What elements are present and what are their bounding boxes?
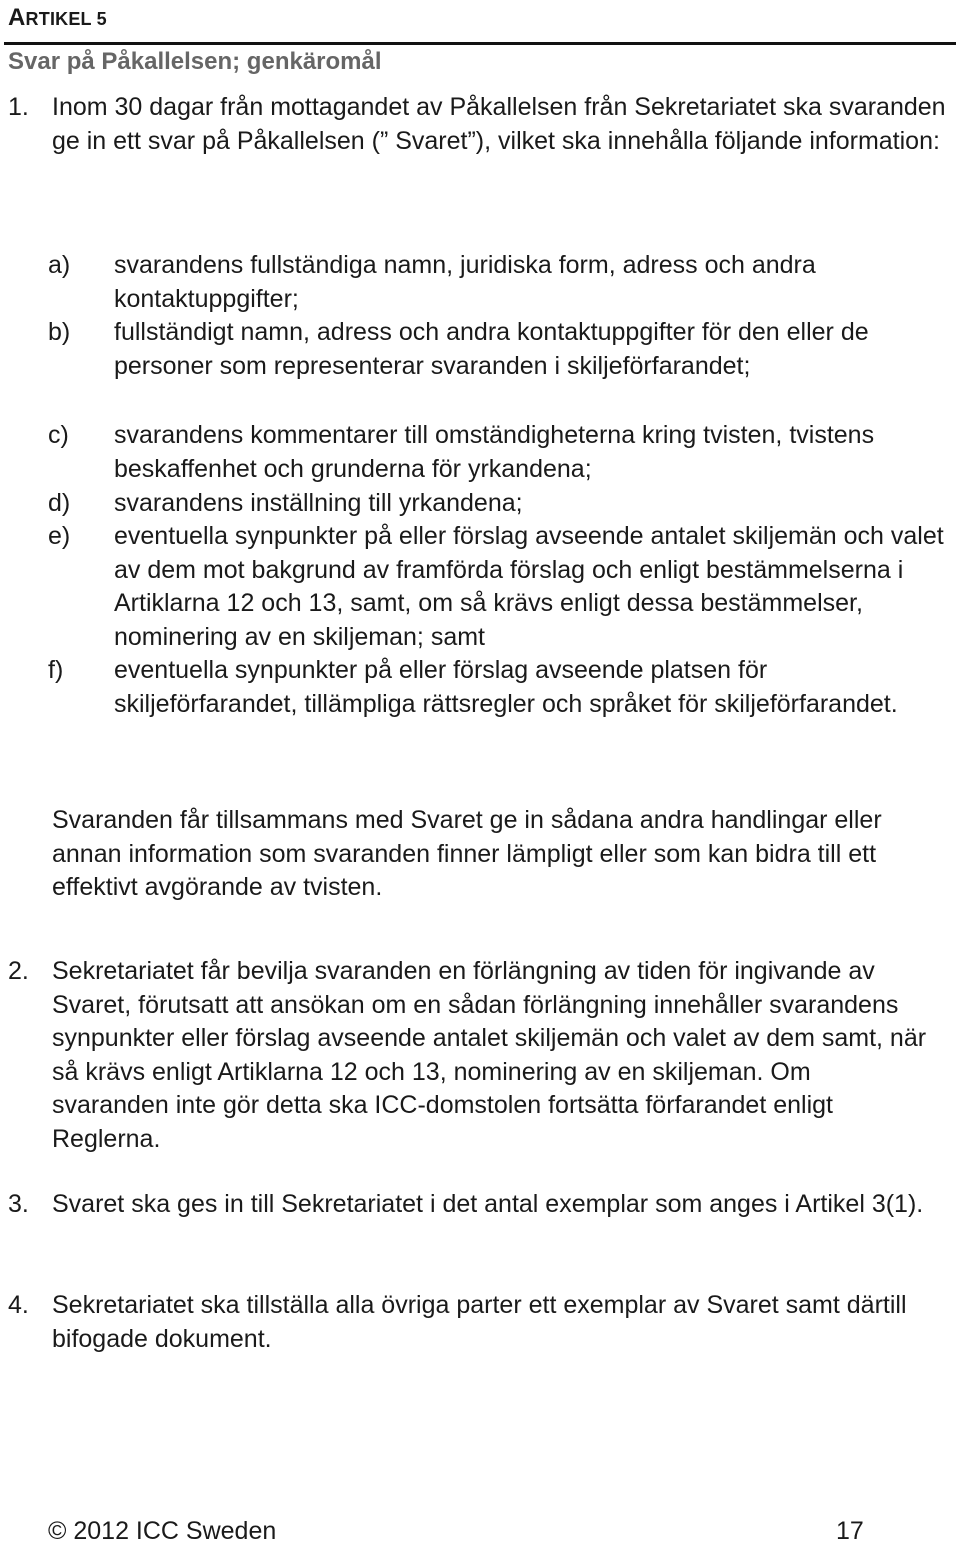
list-text: eventuella synpunkter på eller förslag avseende antalet skiljemän och valet av dem mot bakgrund av framförda förslag och enligt bestämmelserna i Artiklarna 12 och 13, samt, om så krävs enligt dessa bestämmelser, nominering av en skiljeman; samt [114,522,944,651]
section-2-text: Sekretariatet får bevilja svaranden en förlängning av tiden för ingivande av Svaret, förutsatt att ansökan om en sådan förlängning innehåller svarandens synpunkter eller förslag avseende antalet skiljemän och valet av dem samt, när så krävs enligt Artiklarna 12 och 13, nominering av en skiljeman. Om svaranden inte gör detta ska ICC-domstolen fortsätta förfarandet enligt Reglerna. [52,957,927,1153]
list-label: d) [48,489,71,517]
list-text: fullständigt namn, adress och andra kontaktuppgifter för den eller de personer som representerar svaranden i skiljeförfarandet; [114,318,869,380]
section-4-number: 4. [8,1291,29,1319]
section-2-number: 2. [8,957,29,985]
list-text: svarandens kommentarer till omständigheterna kring tvisten, tvistens beskaffenhet och grunderna för yrkandena; [114,421,875,483]
section-1-number: 1. [8,93,29,121]
list-label: a) [48,251,71,279]
footer-page-number: 17 [836,1517,864,1545]
article-subtitle: Svar på Påkallelsen; genkäromål [8,48,382,75]
section-3-number: 3. [8,1190,29,1218]
list-text: svarandens fullständiga namn, juridiska form, adress och andra kontaktuppgifter; [114,251,816,313]
footer-copyright: © 2012 ICC Sweden [48,1517,277,1545]
list-text: eventuella synpunkter på eller förslag avseende platsen för skiljeförfarandet, tillämpliga rättsregler och språket för skiljeförfarandet. [114,656,898,718]
section-1-intro: Inom 30 dagar från mottagandet av Påkallelsen från Sekretariatet ska svaranden ge in ett svar på Påkallelsen (” Svaret”), vilket ska innehålla följande information: [52,93,946,155]
list-label: b) [48,318,71,346]
section-1-closing: Svaranden får tillsammans med Svaret ge in sådana andra handlingar eller annan information som svaranden finner lämpligt eller som kan bidra till ett effektivt avgörande av tvisten. [52,806,882,901]
header-divider [4,42,956,45]
article-title [8,4,107,33]
list-label: f) [48,656,64,684]
list-label: e) [48,522,71,550]
section-4-text: Sekretariatet ska tillställa alla övriga parter ett exemplar av Svaret samt därtill bifogade dokument. [52,1291,907,1353]
list-text: svarandens inställning till yrkandena; [114,489,523,517]
section-3-text: Svaret ska ges in till Sekretariatet i det antal exemplar som anges i Artikel 3(1). [52,1190,924,1218]
article-title-rest: RTIKEL 5 [25,9,107,29]
list-label: c) [48,421,69,449]
article-title-initial: A [8,4,26,31]
